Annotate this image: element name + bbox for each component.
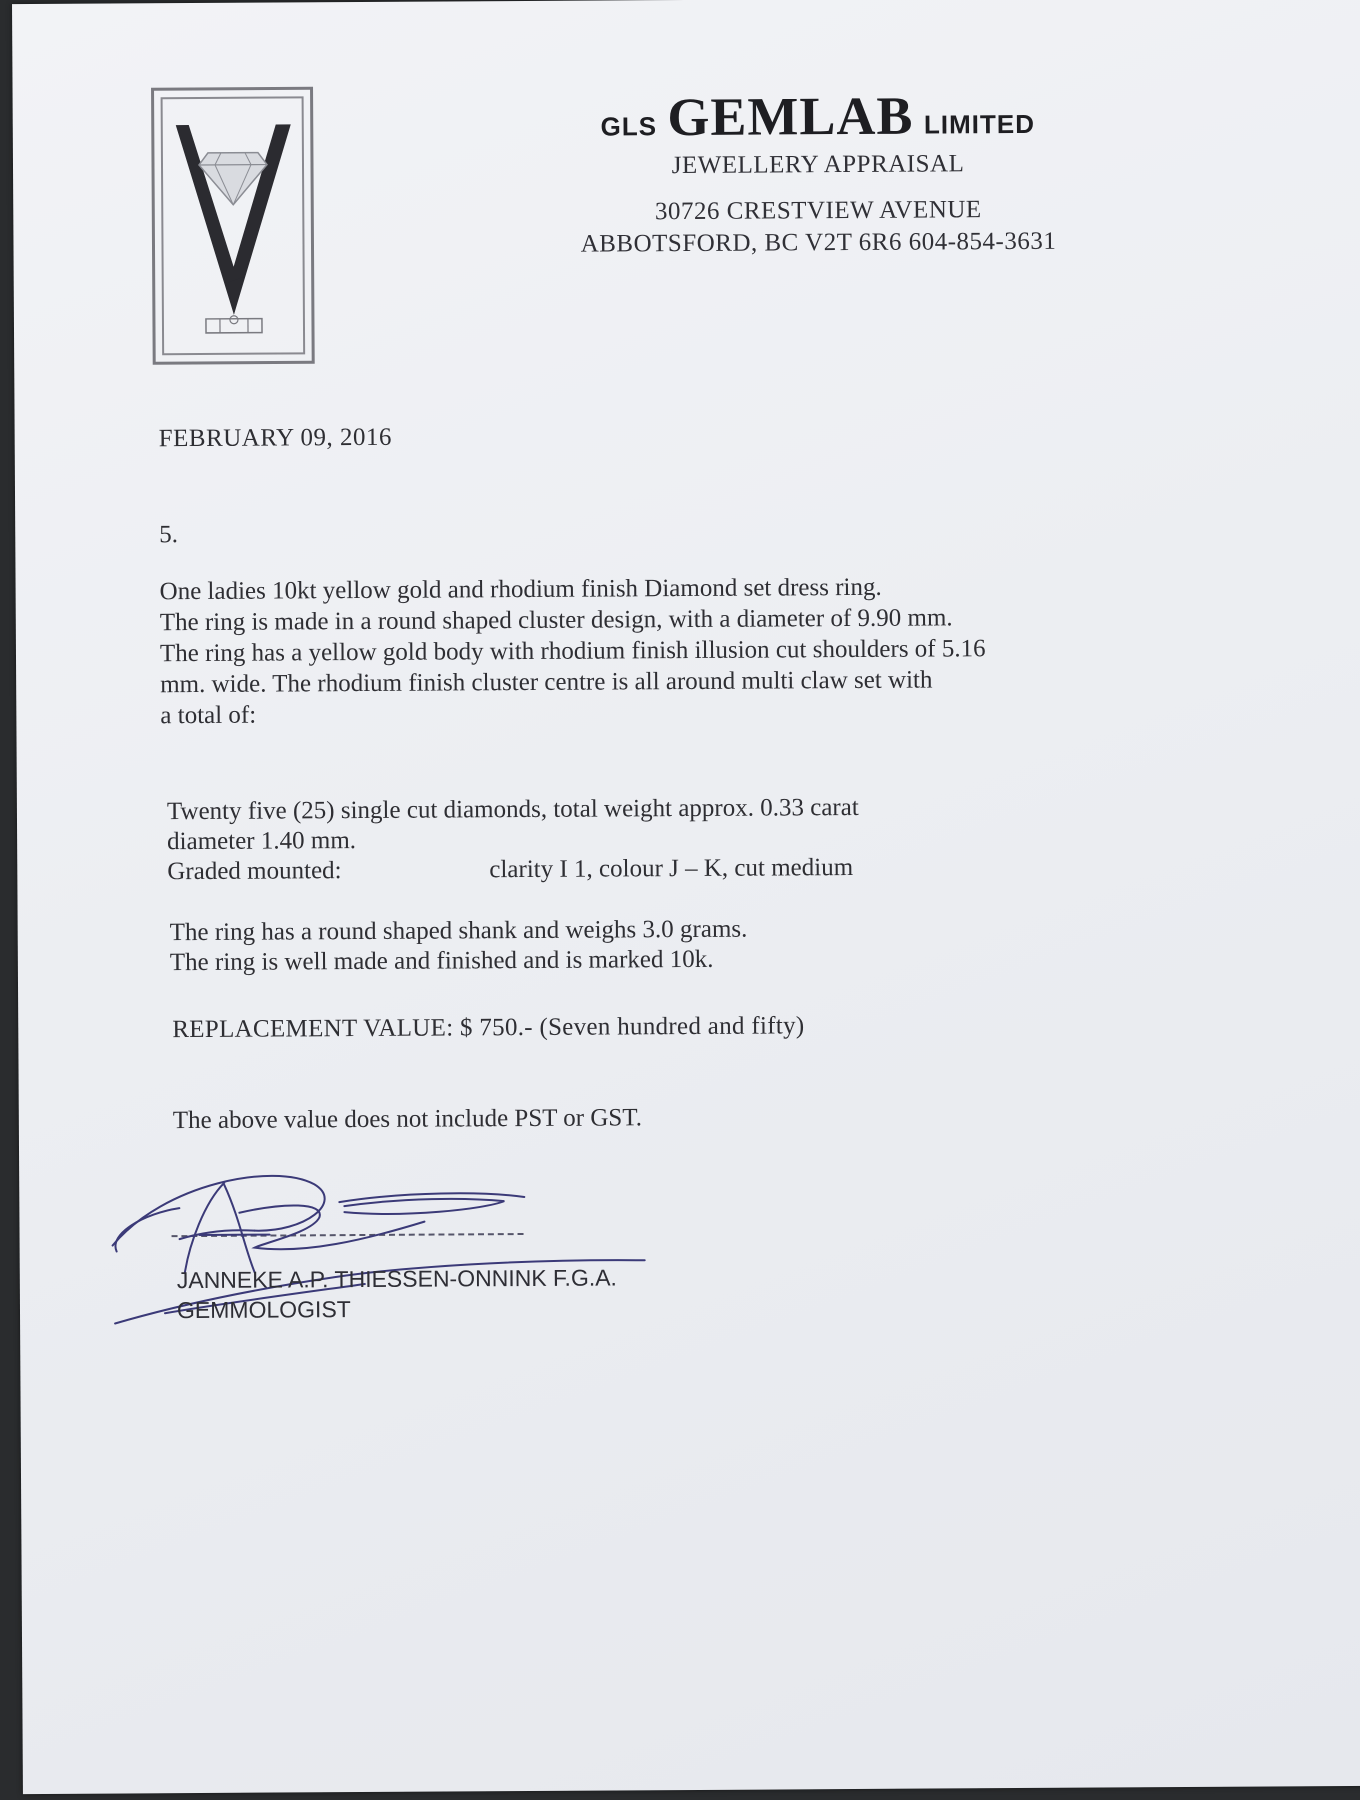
company-name bbox=[523, 83, 1113, 149]
company-suffix: LIMITED bbox=[923, 108, 1036, 140]
description-line: mm. wide. The rhodium finish cluster centre is all around multi claw set with bbox=[160, 666, 933, 699]
description-line: The ring has a yellow gold body with rhodium finish illusion cut shoulders of 5.16 bbox=[159, 635, 986, 668]
diamond-logo-icon bbox=[151, 86, 316, 365]
address-line-1: 30726 CRESTVIEW AVENUE bbox=[654, 196, 982, 226]
replacement-value: REPLACEMENT VALUE: $ 750.- (Seven hundred and fifty) bbox=[172, 1012, 805, 1044]
grading-value: clarity I 1, colour J – K, cut medium bbox=[489, 853, 854, 884]
appraisal-document bbox=[12, 0, 1360, 1794]
company-prefix: GLS bbox=[600, 111, 658, 142]
document-date: FEBRUARY 09, 2016 bbox=[158, 423, 393, 453]
stone-diameter-line: diameter 1.40 mm. bbox=[167, 827, 357, 856]
ring-description bbox=[160, 569, 1271, 731]
company-subtitle: JEWELLERY APPRAISAL bbox=[671, 150, 965, 180]
shank-line: The ring has a round shaped shank and weighs 3.0 grams. bbox=[169, 915, 748, 947]
description-line: The ring is made in a round shaped cluster design, with a diameter of 9.90 mm. bbox=[159, 604, 953, 637]
stone-details bbox=[167, 793, 859, 887]
signer-block bbox=[177, 1262, 617, 1325]
grading-label: Graded mounted: bbox=[167, 857, 342, 886]
grading-line bbox=[167, 853, 859, 887]
company-brand: GEMLAB bbox=[667, 85, 914, 148]
description-line: One ladies 10kt yellow gold and rhodium finish Diamond set dress ring. bbox=[159, 573, 882, 606]
signer-title: GEMMOLOGIST bbox=[176, 1296, 351, 1324]
finish-line: The ring is well made and finished and is marked 10k. bbox=[169, 945, 714, 977]
signer-name: JANNEKE A.P. THIESSEN-ONNINK F.G.A. bbox=[176, 1264, 617, 1294]
address-line-2: ABBOTSFORD, BC V2T 6R6 604-854-3631 bbox=[580, 227, 1057, 258]
description-line: a total of: bbox=[160, 701, 257, 730]
tax-note: The above value does not include PST or GST. bbox=[172, 1104, 643, 1135]
stone-count-line: Twenty five (25) single cut diamonds, total weight approx. 0.33 carat bbox=[166, 793, 859, 826]
shank-details bbox=[170, 915, 748, 979]
letterhead bbox=[523, 83, 1114, 259]
item-number: 5. bbox=[159, 521, 179, 549]
